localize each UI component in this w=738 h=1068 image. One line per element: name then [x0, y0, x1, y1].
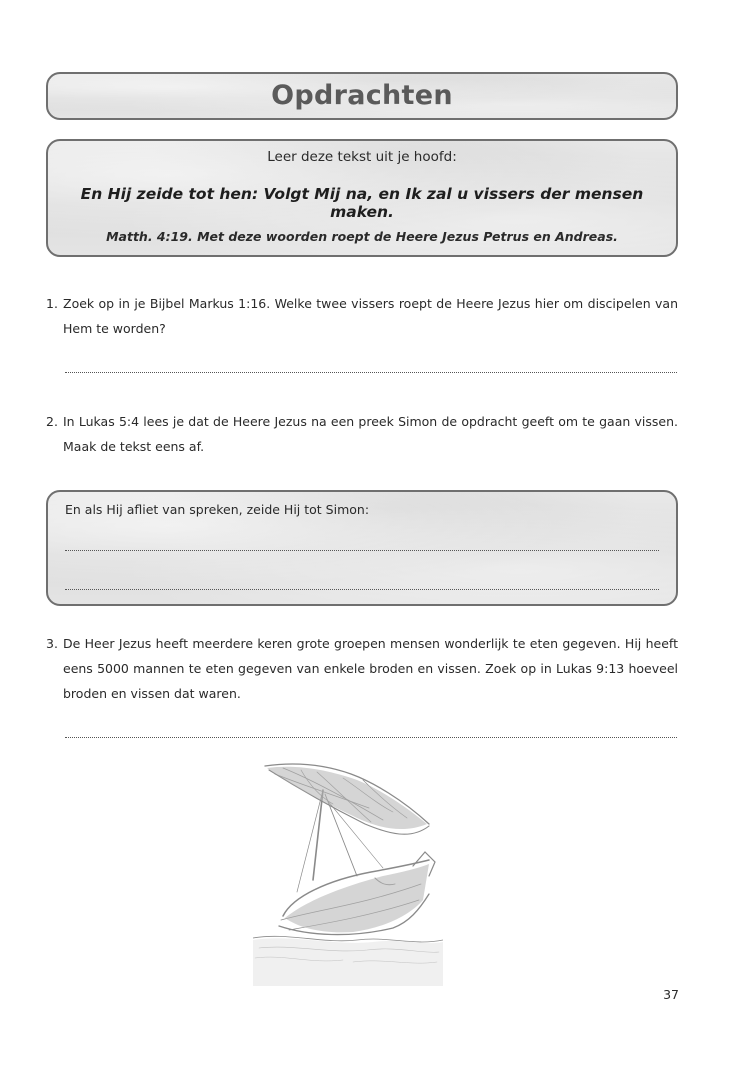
- answer-line-3[interactable]: [65, 737, 677, 738]
- page-number: 37: [663, 987, 679, 1002]
- memory-verse: En Hij zeide tot hen: Volgt Mij na, en Ik zal u vissers der mensen maken.: [80, 185, 644, 221]
- question-text: Zoek op in je Bijbel Markus 1:16. Welke twee vissers roept de Heere Jezus hier om discipelen van Hem te worden?: [63, 296, 678, 336]
- question-1: [46, 291, 678, 341]
- question-2: [46, 409, 678, 459]
- question-number: 2.: [46, 414, 58, 429]
- memory-verse-box: [46, 139, 678, 257]
- question-text: In Lukas 5:4 lees je dat de Heere Jezus na een preek Simon de opdracht geeft om te gaan vissen. Maak de tekst eens af.: [63, 414, 678, 454]
- answer-box-lead: En als Hij afliet van spreken, zeide Hij tot Simon:: [65, 502, 370, 517]
- answer-line-2a[interactable]: [65, 550, 659, 551]
- answer-line-1[interactable]: [65, 372, 677, 373]
- question-3: [46, 631, 678, 706]
- fishing-boat-icon: [253, 760, 443, 986]
- answer-line-2b[interactable]: [65, 589, 659, 590]
- title-banner: [46, 72, 678, 120]
- answer-box: [46, 490, 678, 606]
- question-text: De Heer Jezus heeft meerdere keren grote groepen mensen wonderlijk te eten gegeven. Hij heeft eens 5000 mannen te eten gegeven van enkele broden en vissen. Zoek op in Lukas 9:13 hoeveel broden en vissen dat waren.: [63, 636, 678, 701]
- question-number: 3.: [46, 636, 58, 651]
- memory-reference: Matth. 4:19. Met deze woorden roept de Heere Jezus Petrus en Andreas.: [106, 229, 618, 244]
- page-title: Opdrachten: [271, 80, 453, 111]
- question-number: 1.: [46, 296, 58, 311]
- memory-intro: Leer deze tekst uit je hoofd:: [267, 149, 457, 165]
